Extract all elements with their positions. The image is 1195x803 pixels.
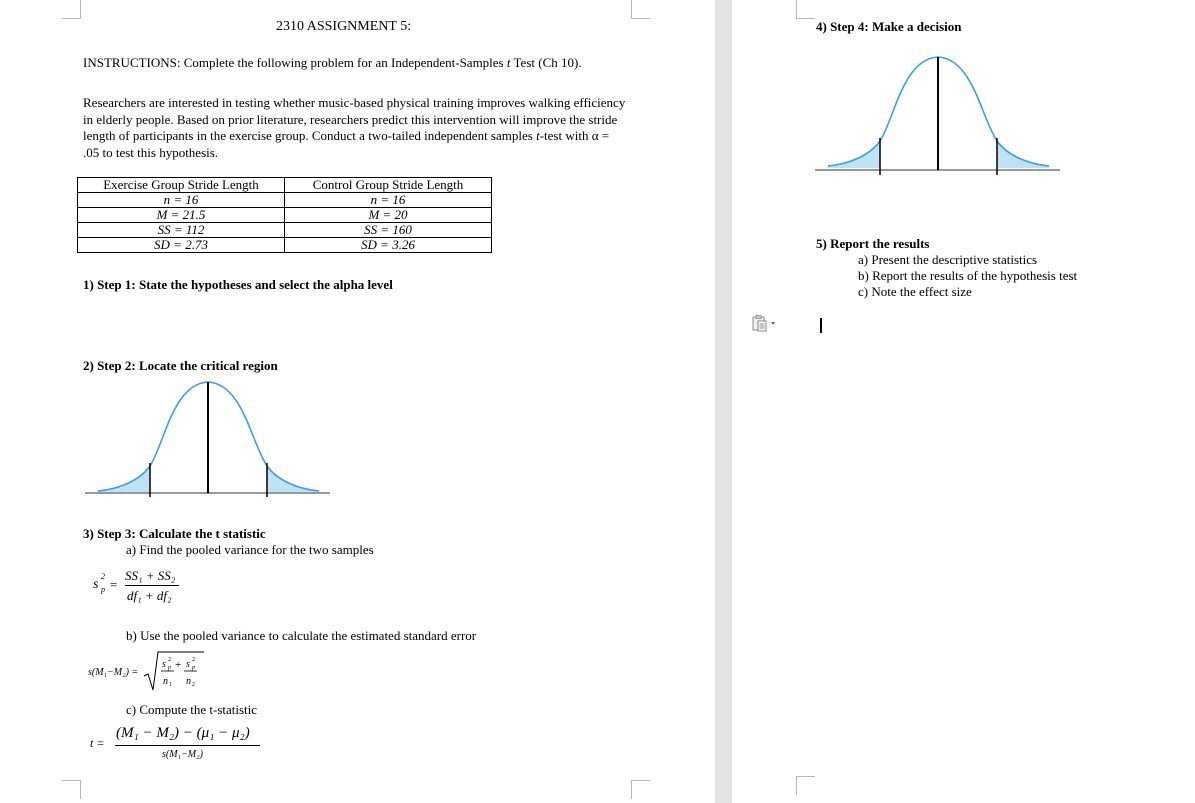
table-cell: SD = 3.26 [285,238,492,253]
scenario-paragraph: Researchers are interested in testing whether music-based physical training improves walking efficiency in elderly people. Based on prior literature, researchers predict this intervention will improve the stride length of participants in the exercise group. Conduct a two-tailed independent samples t-test with α = .05 to test this hypothesis. [83,95,626,160]
svg-text:n: n [186,676,191,687]
crop-mark [631,0,650,19]
t-statistic-formula: t = (M₁ − M₂) − (μ₁ − μ₂) s(M₁−M₂) [90,722,270,770]
normal-curve-critical-region [85,380,330,498]
step2-heading: 2) Step 2: Locate the critical region [83,358,278,373]
table-cell: n = 16 [78,193,285,208]
table-cell: SD = 2.73 [78,238,285,253]
table-cell: M = 20 [285,208,492,223]
svg-text:p: p [192,665,195,671]
table-cell: n = 16 [285,193,492,208]
crop-mark [62,0,81,19]
step5b-text: b) Report the results of the hypothesis test [858,268,1078,283]
table-cell: M = 21.5 [78,208,285,223]
step3c-text: c) Compute the t-statistic [126,702,258,717]
crop-mark [62,780,81,799]
page-gap [715,0,732,803]
svg-text:n: n [163,676,168,687]
page-title: 2310 ASSIGNMENT 5: [276,19,412,34]
document-page-2 [732,0,1195,803]
table-cell: SS = 160 [285,223,492,238]
crop-mark [631,780,650,799]
step5c-text: c) Note the effect size [858,284,972,299]
step3b-text: b) Use the pooled variance to calculate the estimated standard error [126,628,477,643]
table-row [78,193,492,208]
svg-text:+: + [175,659,182,671]
standard-error-formula: s(M₁−M₂) = s 2 p + s 2 p n 1 n 2 [88,648,208,693]
table-row [78,208,492,223]
paste-options-icon[interactable] [752,315,778,333]
svg-text:s: s [162,659,166,670]
right-tail-shade [267,466,319,493]
svg-text:2: 2 [168,657,171,663]
step5a-text: a) Present the descriptive statistics [858,252,1038,267]
table-cell: SS = 112 [78,223,285,238]
pooled-variance-formula: s 2 p = SS₁ + SS₂ df₁ + df₂ [93,568,183,608]
instructions-text: INSTRUCTIONS: Complete the following problem for an Independent-Samples t Test (Ch 10). [83,55,582,70]
normal-curve-decision [815,55,1060,180]
step3-heading: 3) Step 3: Calculate the t statistic [83,526,266,541]
step3a-text: a) Find the pooled variance for the two samples [126,542,374,557]
svg-text:2: 2 [192,682,195,688]
crop-mark [796,776,815,795]
table-header-row [78,178,492,193]
table-header: Control Group Stride Length [285,178,492,193]
crop-mark [796,0,815,19]
svg-text:s: s [186,659,190,670]
left-tail-shade [828,141,880,168]
fraction-bar [125,585,179,586]
step4-heading: 4) Step 4: Make a decision [816,19,962,34]
table-row [78,223,492,238]
text-cursor [820,318,822,333]
svg-text:1: 1 [169,682,172,688]
svg-text:p: p [168,665,171,671]
table-header: Exercise Group Stride Length [78,178,285,193]
fraction-bar [115,745,260,746]
svg-text:2: 2 [192,657,195,663]
data-table [77,177,492,253]
table-row [78,238,492,253]
square-root-sign [144,650,204,692]
step5-heading: 5) Report the results [816,236,930,251]
left-tail-shade [98,466,150,493]
right-tail-shade [997,141,1049,168]
step1-heading: 1) Step 1: State the hypotheses and select the alpha level [83,277,393,292]
